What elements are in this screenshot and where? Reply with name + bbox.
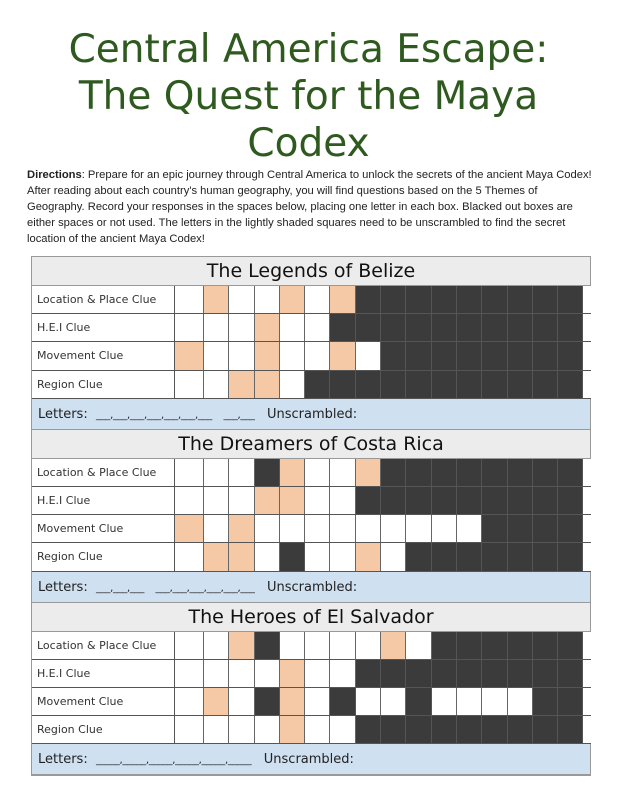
letter-box[interactable] — [255, 286, 280, 313]
blacked-out-box — [406, 716, 431, 743]
blacked-out-box — [406, 543, 431, 570]
blacked-out-box — [255, 459, 280, 486]
letter-box[interactable] — [280, 342, 305, 369]
letters-label: Letters: — [38, 579, 88, 595]
blacked-out-box — [558, 342, 583, 369]
clue-label: Location & Place Clue — [32, 459, 175, 486]
shaded-letter-box[interactable] — [255, 342, 280, 369]
blacked-out-box — [533, 716, 558, 743]
letter-box[interactable] — [229, 342, 254, 369]
blacked-out-box — [508, 487, 533, 514]
clue-row — [32, 371, 591, 399]
blacked-out-box — [482, 716, 507, 743]
shaded-letter-box[interactable] — [229, 632, 254, 659]
blacked-out-box — [482, 314, 507, 341]
shaded-letter-box[interactable] — [356, 543, 381, 570]
blacked-out-box — [533, 314, 558, 341]
blacked-out-box — [558, 459, 583, 486]
letter-boxes — [175, 716, 591, 743]
blacked-out-box — [457, 543, 482, 570]
letter-box[interactable] — [432, 688, 457, 715]
shaded-letter-box[interactable] — [255, 314, 280, 341]
letter-box[interactable] — [255, 660, 280, 687]
shaded-letter-box[interactable] — [204, 688, 229, 715]
blacked-out-box — [457, 286, 482, 313]
blacked-out-box — [533, 660, 558, 687]
letter-box[interactable] — [305, 716, 330, 743]
letter-box[interactable] — [204, 515, 229, 542]
blacked-out-box — [330, 688, 355, 715]
blacked-out-box — [381, 371, 406, 398]
title-line: Codex — [247, 121, 370, 166]
blacked-out-box — [356, 660, 381, 687]
letter-box[interactable] — [204, 487, 229, 514]
clue-label: H.E.I Clue — [32, 660, 175, 687]
blacked-out-box — [432, 487, 457, 514]
letter-box[interactable] — [175, 716, 204, 743]
blacked-out-box — [457, 632, 482, 659]
clue-label: Movement Clue — [32, 515, 175, 542]
blacked-out-box — [482, 515, 507, 542]
shaded-letter-box[interactable] — [229, 515, 254, 542]
blacked-out-box — [406, 688, 431, 715]
blacked-out-box — [457, 459, 482, 486]
letter-boxes — [175, 342, 591, 369]
letter-box[interactable] — [175, 286, 204, 313]
letter-box[interactable] — [204, 660, 229, 687]
blacked-out-box — [482, 286, 507, 313]
clue-label: Region Clue — [32, 371, 175, 398]
letter-box[interactable] — [255, 716, 280, 743]
shaded-letter-box[interactable] — [280, 660, 305, 687]
blacked-out-box — [255, 688, 280, 715]
letter-box[interactable] — [356, 688, 381, 715]
clue-row — [32, 716, 591, 744]
letter-box[interactable] — [406, 515, 431, 542]
blacked-out-box — [432, 632, 457, 659]
blacked-out-box — [432, 286, 457, 313]
shaded-letter-box[interactable] — [356, 459, 381, 486]
blacked-out-box — [482, 487, 507, 514]
shaded-letter-box[interactable] — [280, 688, 305, 715]
letter-box[interactable] — [356, 515, 381, 542]
blacked-out-box — [457, 716, 482, 743]
clue-label: Location & Place Clue — [32, 286, 175, 313]
blacked-out-box — [356, 314, 381, 341]
letter-box[interactable] — [204, 371, 229, 398]
letter-box[interactable] — [204, 716, 229, 743]
blacked-out-box — [533, 515, 558, 542]
letter-boxes — [175, 688, 591, 715]
blacked-out-box — [482, 342, 507, 369]
blacked-out-box — [558, 371, 583, 398]
blacked-out-box — [432, 543, 457, 570]
letter-box[interactable] — [229, 688, 254, 715]
letter-box[interactable] — [330, 716, 355, 743]
letter-box[interactable] — [175, 371, 204, 398]
clue-row — [32, 632, 591, 660]
blacked-out-box — [381, 314, 406, 341]
shaded-letter-box[interactable] — [280, 716, 305, 743]
shaded-letter-box[interactable] — [381, 632, 406, 659]
letter-box[interactable] — [330, 543, 355, 570]
letter-box[interactable] — [305, 543, 330, 570]
letters-bar — [32, 572, 591, 603]
blacked-out-box — [356, 487, 381, 514]
letter-box[interactable] — [305, 342, 330, 369]
letter-box[interactable] — [204, 459, 229, 486]
blacked-out-box — [482, 459, 507, 486]
clue-label: Location & Place Clue — [32, 632, 175, 659]
letter-box[interactable] — [280, 371, 305, 398]
blacked-out-box — [432, 660, 457, 687]
blacked-out-box — [381, 487, 406, 514]
blacked-out-box — [406, 660, 431, 687]
letter-box[interactable] — [305, 515, 330, 542]
blacked-out-box — [432, 342, 457, 369]
directions — [27, 167, 597, 247]
letter-boxes — [175, 660, 591, 687]
directions-text: : Prepare for an epic journey through Central America to unlock the secrets of the ancient Maya Codex! After reading about each country's human geography, you will find questions based on the 5 Themes of Geography. Record your responses in the spaces below, placing one letter in each box. Blacked out boxes are either spaces or not used. The letters in the lightly shaded squares need to be unscrambled to find the secret location of the ancient Maya Codex! — [27, 169, 592, 245]
blacked-out-box — [508, 716, 533, 743]
blacked-out-box — [482, 543, 507, 570]
blacked-out-box — [533, 632, 558, 659]
blacked-out-box — [558, 688, 583, 715]
letter-boxes — [175, 543, 591, 570]
unscrambled-label: Unscrambled: — [266, 406, 358, 422]
shaded-letter-box[interactable] — [229, 371, 254, 398]
letter-box[interactable] — [229, 459, 254, 486]
letter-box[interactable] — [381, 688, 406, 715]
shaded-letter-box[interactable] — [330, 286, 355, 313]
blacked-out-box — [255, 632, 280, 659]
clue-row — [32, 342, 591, 370]
clue-row — [32, 660, 591, 688]
blacked-out-box — [432, 716, 457, 743]
blacked-out-box — [533, 459, 558, 486]
clue-row — [32, 688, 591, 716]
blacked-out-box — [533, 543, 558, 570]
section-title: The Dreamers of Costa Rica — [32, 430, 591, 459]
shaded-letter-box[interactable] — [280, 459, 305, 486]
letters-label: Letters: — [38, 406, 88, 422]
letter-boxes — [175, 487, 591, 514]
blacked-out-box — [381, 342, 406, 369]
letter-box[interactable] — [330, 515, 355, 542]
blacked-out-box — [482, 660, 507, 687]
letter-box[interactable] — [229, 716, 254, 743]
letter-box[interactable] — [175, 314, 204, 341]
section-title: The Legends of Belize — [32, 257, 591, 286]
letter-box[interactable] — [305, 286, 330, 313]
blacked-out-box — [508, 342, 533, 369]
blacked-out-box — [305, 371, 330, 398]
letter-box[interactable] — [330, 487, 355, 514]
blacked-out-box — [330, 314, 355, 341]
letter-box[interactable] — [280, 515, 305, 542]
letter-box[interactable] — [305, 632, 330, 659]
blacked-out-box — [406, 342, 431, 369]
blacked-out-box — [457, 487, 482, 514]
blacked-out-box — [508, 314, 533, 341]
letter-box[interactable] — [381, 543, 406, 570]
letter-box[interactable] — [175, 688, 204, 715]
blacked-out-box — [432, 459, 457, 486]
blacked-out-box — [457, 314, 482, 341]
blacked-out-box — [457, 660, 482, 687]
clue-row — [32, 487, 591, 515]
letters-label: Letters: — [38, 752, 88, 768]
letter-boxes — [175, 314, 591, 341]
letter-box[interactable] — [381, 515, 406, 542]
letter-box[interactable] — [280, 314, 305, 341]
letter-box[interactable] — [204, 314, 229, 341]
letter-boxes — [175, 632, 591, 659]
clue-label: Movement Clue — [32, 342, 175, 369]
letter-boxes — [175, 286, 591, 313]
letter-box[interactable] — [204, 632, 229, 659]
letter-box[interactable] — [432, 515, 457, 542]
letters-bar — [32, 399, 591, 430]
letter-box[interactable] — [508, 688, 533, 715]
shaded-letter-box[interactable] — [280, 487, 305, 514]
letter-box[interactable] — [280, 632, 305, 659]
blacked-out-box — [508, 515, 533, 542]
clue-label: Region Clue — [32, 716, 175, 743]
title-line: The Quest for the Maya — [78, 74, 539, 119]
country-section — [32, 430, 591, 603]
title-line: Central America Escape: — [68, 27, 549, 72]
country-section — [32, 257, 591, 430]
blacked-out-box — [381, 459, 406, 486]
blacked-out-box — [508, 286, 533, 313]
clue-row — [32, 314, 591, 342]
blacked-out-box — [381, 716, 406, 743]
letter-box[interactable] — [229, 314, 254, 341]
letter-box[interactable] — [229, 660, 254, 687]
letter-box[interactable] — [229, 286, 254, 313]
blacked-out-box — [508, 543, 533, 570]
blacked-out-box — [558, 632, 583, 659]
blacked-out-box — [482, 371, 507, 398]
clue-row — [32, 515, 591, 543]
blacked-out-box — [508, 660, 533, 687]
blacked-out-box — [356, 286, 381, 313]
blacked-out-box — [558, 515, 583, 542]
blacked-out-box — [432, 314, 457, 341]
blacked-out-box — [280, 543, 305, 570]
letter-box[interactable] — [255, 515, 280, 542]
unscrambled-label: Unscrambled: — [263, 752, 354, 768]
letter-box[interactable] — [175, 487, 204, 514]
letter-box[interactable] — [305, 688, 330, 715]
blacked-out-box — [432, 371, 457, 398]
letter-box[interactable] — [305, 459, 330, 486]
clue-row — [32, 286, 591, 314]
blacked-out-box — [558, 716, 583, 743]
blacked-out-box — [533, 342, 558, 369]
blacked-out-box — [330, 371, 355, 398]
letter-box[interactable] — [330, 660, 355, 687]
blacked-out-box — [482, 632, 507, 659]
letter-box[interactable] — [356, 632, 381, 659]
blacked-out-box — [508, 371, 533, 398]
blacked-out-box — [533, 371, 558, 398]
blacked-out-box — [406, 487, 431, 514]
letter-boxes — [175, 459, 591, 486]
puzzle-table — [31, 256, 591, 776]
letter-box[interactable] — [330, 632, 355, 659]
blacked-out-box — [508, 632, 533, 659]
letter-box[interactable] — [305, 487, 330, 514]
blacked-out-box — [558, 660, 583, 687]
letter-box[interactable] — [175, 660, 204, 687]
shaded-letter-box[interactable] — [330, 342, 355, 369]
blacked-out-box — [533, 487, 558, 514]
shaded-letter-box[interactable] — [204, 286, 229, 313]
page-title — [0, 26, 617, 167]
blacked-out-box — [558, 487, 583, 514]
country-section — [32, 603, 591, 776]
clue-label: H.E.I Clue — [32, 487, 175, 514]
letters-blanks[interactable]: ___,___,___ ___,___,___,___,___,___ — [95, 582, 255, 594]
blacked-out-box — [508, 459, 533, 486]
letter-boxes — [175, 515, 591, 542]
clue-row — [32, 543, 591, 571]
letter-box[interactable] — [305, 660, 330, 687]
letter-box[interactable] — [356, 342, 381, 369]
blacked-out-box — [558, 314, 583, 341]
shaded-letter-box[interactable] — [175, 515, 204, 542]
shaded-letter-box[interactable] — [255, 487, 280, 514]
blacked-out-box — [533, 688, 558, 715]
letter-box[interactable] — [305, 314, 330, 341]
letter-box[interactable] — [204, 342, 229, 369]
blacked-out-box — [457, 371, 482, 398]
letter-box[interactable] — [457, 515, 482, 542]
letter-box[interactable] — [175, 632, 204, 659]
shaded-letter-box[interactable] — [280, 286, 305, 313]
clue-label: H.E.I Clue — [32, 314, 175, 341]
shaded-letter-box[interactable] — [255, 371, 280, 398]
directions-label: Directions — [27, 169, 82, 181]
blacked-out-box — [533, 286, 558, 313]
section-title: The Heroes of El Salvador — [32, 603, 591, 632]
letters-blanks[interactable]: ___,___,___,___,___,___,___ ___,___ — [95, 409, 255, 421]
blacked-out-box — [356, 371, 381, 398]
clue-label: Movement Clue — [32, 688, 175, 715]
letter-box[interactable] — [330, 459, 355, 486]
blacked-out-box — [356, 716, 381, 743]
letter-box[interactable] — [229, 487, 254, 514]
blacked-out-box — [558, 286, 583, 313]
blacked-out-box — [406, 286, 431, 313]
blacked-out-box — [558, 543, 583, 570]
letter-box[interactable] — [406, 632, 431, 659]
shaded-letter-box[interactable] — [175, 342, 204, 369]
shaded-letter-box[interactable] — [229, 543, 254, 570]
shaded-letter-box[interactable] — [204, 543, 229, 570]
letters-blanks[interactable]: _____,_____,_____,_____,_____,_____ — [95, 755, 252, 767]
letter-box[interactable] — [175, 543, 204, 570]
blacked-out-box — [457, 342, 482, 369]
unscrambled-label: Unscrambled: — [266, 579, 358, 595]
clue-label: Region Clue — [32, 543, 175, 570]
blacked-out-box — [406, 459, 431, 486]
blacked-out-box — [381, 286, 406, 313]
blacked-out-box — [406, 371, 431, 398]
letter-boxes — [175, 371, 591, 398]
letter-box[interactable] — [175, 459, 204, 486]
blacked-out-box — [406, 314, 431, 341]
blacked-out-box — [381, 660, 406, 687]
letters-bar — [32, 744, 591, 775]
letter-box[interactable] — [255, 543, 280, 570]
clue-row — [32, 459, 591, 487]
letter-box[interactable] — [482, 688, 507, 715]
letter-box[interactable] — [457, 688, 482, 715]
